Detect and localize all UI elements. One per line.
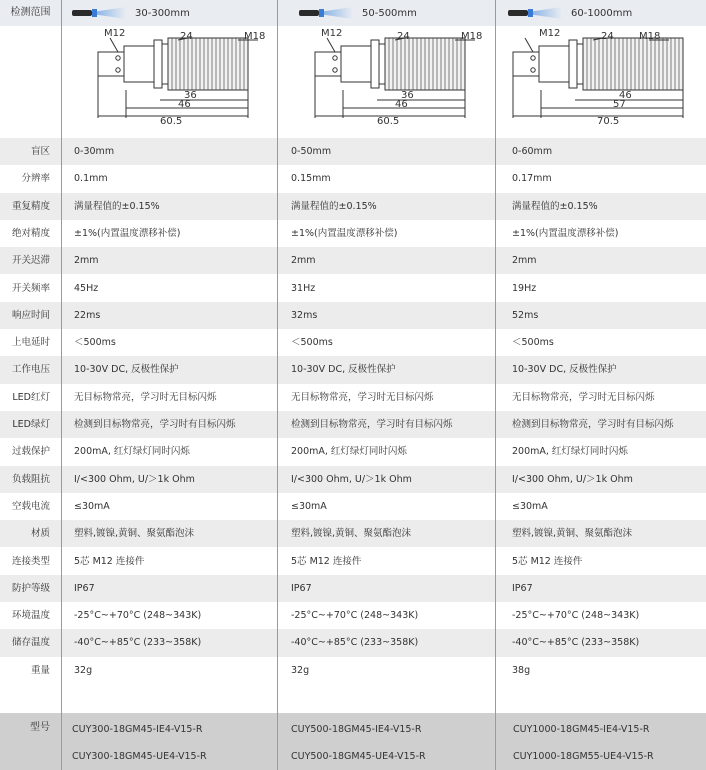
spec-value: 38g [512,664,531,676]
spec-value: ±1%(内置温度漂移补偿) [291,227,398,239]
spec-label: 重复精度 [11,200,50,212]
spec-row [0,602,706,629]
spec-value: 19Hz [512,282,537,294]
spec-row [0,356,706,383]
spec-label: LED红灯 [12,391,50,403]
spec-row [0,438,706,465]
model-3a: CUY1000-18GM45-IE4-V15-R [513,724,650,735]
spec-label: 开关频率 [11,282,50,294]
m12-label: M12 [321,28,343,39]
spec-value: 10-30V DC, 反极性保护 [512,364,617,376]
spec-value: ＜500ms [291,337,333,349]
spec-label: 上电延时 [11,337,50,349]
spec-value: 2mm [291,255,316,267]
spec-value: IP67 [74,582,95,594]
spec-row [0,193,706,220]
spec-value: I/<300 Ohm, U/＞1k Ohm [74,473,195,485]
sensor-beam-icon [299,7,353,19]
spec-value: -25°C~+70°C (248~343K) [512,610,640,622]
spec-value: 塑料,镀镍,黄铜、聚氨酯泡沫 [291,528,412,540]
spec-value: 5芯 M12 连接件 [291,555,362,567]
spec-value: 满量程值的±0.15% [74,200,160,212]
spec-label: 开关迟滞 [11,255,50,267]
spec-value: 0.1mm [74,173,108,185]
sensor-beam-icon [508,7,562,19]
m18-label: M18 [244,31,266,42]
spec-value: 22ms [74,309,101,321]
spec-value: 200mA, 红灯绿灯同时闪烁 [74,446,190,458]
spec-value: 0-50mm [291,146,332,157]
dimension-3: 60.5 [377,116,400,127]
spec-label: 储存温度 [11,637,50,649]
spec-value: 0.15mm [291,173,331,185]
range-text: 30-300mm [135,7,190,19]
spec-value: 32g [291,664,310,676]
column-divider [495,0,496,770]
model-1b: CUY300-18GM45-UE4-V15-R [72,751,207,762]
spec-label: LED绿灯 [12,419,50,430]
dimension-2: 57 [613,99,626,110]
dimension-1: 36 [184,90,197,101]
dimension-3: 70.5 [597,116,620,127]
header-label: 检测范围 [10,7,51,18]
spec-value: 45Hz [74,282,99,294]
sensor-drawing-1 [88,26,278,136]
spec-value: ≤30mA [291,500,327,512]
spec-value: 检测到目标物常亮，学习时有目标闪烁 [291,419,453,430]
spec-row [0,629,706,656]
dimension-2: 46 [178,99,191,110]
model-3b: CUY1000-18GM55-UE4-V15-R [513,751,654,762]
spec-row [0,247,706,274]
spec-row [0,548,706,575]
spec-value: ＜500ms [74,337,116,349]
range-text: 60-1000mm [571,7,633,19]
spec-value: 52ms [512,309,539,321]
sensor-beam-icon [72,7,126,19]
spec-value: 检测到目标物常亮，学习时有目标闪烁 [74,419,236,430]
sensor-drawing-3 [509,26,699,136]
spec-value: -40°C~+85°C (233~358K) [512,637,640,649]
spec-value: ≤30mA [512,500,548,512]
spec-row [0,411,706,438]
spec-label: 过载保护 [11,446,50,458]
sensor-drawing-2 [305,26,495,136]
dimension-1: 36 [401,90,414,101]
column-divider [277,0,278,770]
spec-row [0,302,706,329]
spec-value: 2mm [512,255,537,267]
spec-row [0,493,706,520]
spec-value: 无目标物常亮，学习时无目标闪烁 [512,391,655,403]
spec-value: ≤30mA [74,500,110,512]
m12-label: M12 [104,28,126,39]
spec-label: 环境温度 [11,610,50,622]
spec-value: 32g [74,664,93,676]
dimension-2: 46 [395,99,408,110]
spec-value: IP67 [512,582,533,594]
spec-value: I/<300 Ohm, U/＞1k Ohm [291,473,412,485]
m12-label: M12 [539,28,561,39]
wrench-label: 24 [601,31,614,42]
spec-value: 200mA, 红灯绿灯同时闪烁 [512,446,628,458]
spec-value: ±1%(内置温度漂移补偿) [512,227,619,239]
spec-value: 无目标物常亮，学习时无目标闪烁 [291,391,434,403]
spec-row [0,165,706,192]
spec-label: 绝对精度 [11,227,50,239]
spec-row [0,329,706,356]
dimension-1: 46 [619,90,632,101]
column-divider [61,0,62,770]
wrench-label: 24 [397,31,410,42]
spec-label: 重量 [30,664,50,676]
spec-value: 检测到目标物常亮，学习时有目标闪烁 [512,419,674,430]
spec-row [0,575,706,602]
spec-value: 5芯 M12 连接件 [74,555,145,567]
spec-value: ＜500ms [512,337,554,349]
spec-label: 盲区 [30,146,50,157]
spec-value: 塑料,镀镍,黄铜、聚氨酯泡沫 [512,528,633,540]
spec-label: 防护等级 [11,582,50,594]
spec-value: 2mm [74,255,99,267]
model-2a: CUY500-18GM45-IE4-V15-R [291,724,422,735]
spec-row [0,138,706,165]
spec-value: -25°C~+70°C (248~343K) [291,610,419,622]
spec-value: 0.17mm [512,173,552,185]
spec-row [0,384,706,411]
spec-value: IP67 [291,582,312,594]
spec-value: 满量程值的±0.15% [512,200,598,212]
spec-value: -40°C~+85°C (233~358K) [74,637,202,649]
model-2b: CUY500-18GM45-UE4-V15-R [291,751,426,762]
spec-value: 0-30mm [74,146,115,157]
spec-value: 31Hz [291,282,316,294]
spec-value: 5芯 M12 连接件 [512,555,583,567]
m18-label: M18 [639,31,661,42]
model-1a: CUY300-18GM45-IE4-V15-R [72,724,203,735]
header-range-1 [72,0,190,26]
spec-row [0,657,706,713]
spec-value: I/<300 Ohm, U/＞1k Ohm [512,473,633,485]
spec-label: 响应时间 [11,309,50,321]
spec-label: 材质 [30,528,50,540]
spec-label: 工作电压 [11,364,50,376]
spec-row [0,520,706,547]
spec-value: -40°C~+85°C (233~358K) [291,637,419,649]
spec-row [0,466,706,493]
spec-label: 分辨率 [21,173,50,185]
spec-value: 10-30V DC, 反极性保护 [291,364,396,376]
spec-value: 无目标物常亮，学习时无目标闪烁 [74,391,217,403]
spec-value: 0-60mm [512,146,553,157]
header-range-2 [299,0,417,26]
range-text: 50-500mm [362,7,417,19]
spec-row [0,275,706,302]
spec-value: 32ms [291,309,318,321]
spec-value: 200mA, 红灯绿灯同时闪烁 [291,446,407,458]
wrench-label: 24 [180,31,193,42]
spec-label: 负载阻抗 [11,473,50,485]
spec-row [0,220,706,247]
m18-label: M18 [461,31,483,42]
spec-value: 塑料,镀镍,黄铜、聚氨酯泡沫 [74,528,195,540]
dimension-3: 60.5 [160,116,183,127]
spec-value: ±1%(内置温度漂移补偿) [74,227,181,239]
spec-value: -25°C~+70°C (248~343K) [74,610,202,622]
spec-value: 满量程值的±0.15% [291,200,377,212]
model-label: 型号 [30,722,50,733]
header-range-3 [508,0,632,26]
header-row [0,0,706,26]
spec-value: 10-30V DC, 反极性保护 [74,364,179,376]
spec-label: 空载电流 [11,500,50,512]
spec-label: 连接类型 [11,555,50,567]
